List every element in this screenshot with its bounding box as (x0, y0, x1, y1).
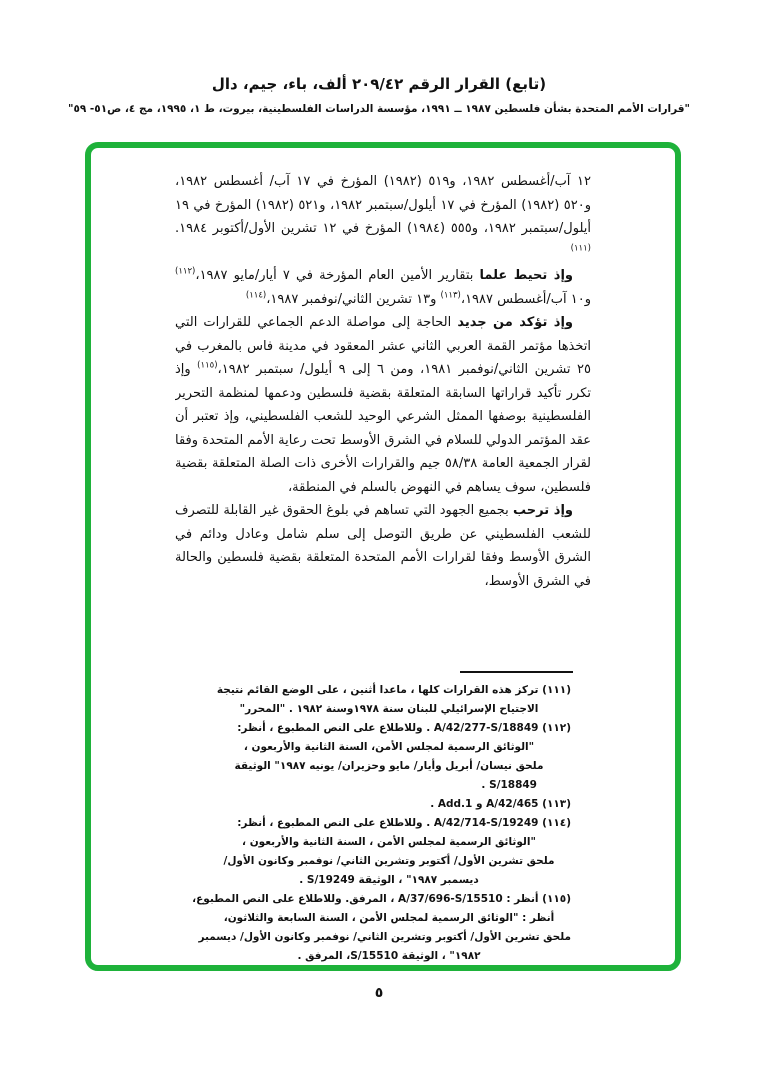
body-paragraph (175, 170, 591, 264)
footnote-line: (١١٥) أنظر : A/37/696-S/15510 ، المرفق. وللاطلاع على النص المطبوع، (192, 893, 571, 905)
body-paragraphs (175, 170, 591, 667)
paragraph-text: وإذ تكرر تأكيد قراراتها السابقة المتعلقة بقضية فلسطين ودعمها لمنظمة التحرير الفلسطينية بوصفها الممثل الشرعي الوحيد للشعب الفلسطيني، وإذ تعتبر أن عقد المؤتمر الدولي للسلام في الشرق الأوسط تحت رعاية الأمم المتحدة وفقا لقرار الجمعية العامة ٥٨/٣٨ جيم والقرارات الأخرى ذات الصلة المتعلقة بقضية فلسطين، سوف يساهم في النهوض بالسلم في المنطقة، (175, 362, 591, 495)
footnote (207, 681, 571, 719)
footnote (207, 795, 571, 814)
footnote-line: ملحق تشرين الأول/ أكتوبر وتشرين الثاني/ نوفمبر وكانون الأول/ (223, 855, 555, 867)
footnote-line: "الوثائق الرسمية لمجلس الأمن، السنة الثانية والأربعون ، (243, 741, 535, 753)
body-paragraph (175, 499, 591, 593)
page-number: ٥ (374, 985, 384, 1001)
footnote-ref: (١١١) (570, 243, 591, 254)
footnote-line: الاجتياح الإسرائيلي للبنان سنة ١٩٧٨وسنة ١٩٨٢ . "المحرر" (239, 703, 539, 715)
footnote-line: S/18849 . (481, 779, 537, 791)
paragraph-text: بتقارير الأمين العام المؤرخة في ٧ أيار/مايو ١٩٨٧، (195, 268, 480, 283)
paragraph-text: و١٣ تشرين الثاني/نوفمبر ١٩٨٧، (266, 291, 441, 307)
paragraph-lead: وإذ ترحب (513, 503, 573, 518)
paragraph-text: ١٢ آب/أغسطس ١٩٨٢، و٥١٩ (١٩٨٢) المؤرخ في ١٧ آب/ أغسطس ١٩٨٢، و٥٢٠ (١٩٨٢) المؤرخ في ١٧ أيلول/سبتمبر ١٩٨٢، و٥٢١ (١٩٨٢) المؤرخ في ١٩ أيلول/سبتمبر ١٩٨٢، و٥٥٥ (١٩٨٤) المؤرخ في ١٢ تشرين الأول/أكتوبر ١٩٨٤. (175, 174, 591, 236)
footnote-line: ديسمبر ١٩٨٧" ، الوثيقة S/19249 . (299, 874, 479, 886)
footnotes-separator (460, 671, 573, 673)
footnote-line: (١١١) تركز هذه القرارات كلها ، ماعدا أثنين ، على الوضع القائم نتيجة (216, 684, 571, 696)
footnote-line: ملحق تشرين الأول/ أكتوبر وتشرين الثاني/ نوفمبر وكانون الأول/ ديسمبر (198, 931, 571, 943)
footnote-ref: (١١٤) (245, 290, 267, 301)
paragraph-text: و١٠ آب/أغسطس ١٩٨٧، (460, 291, 591, 307)
paragraph-text: بجميع الجهود التي تساهم في بلوغ الحقوق غير القابلة للتصرف للشعب الفلسطيني عن طريق التوصل إلى سلم شامل وعادل ودائم في الشرق الأوسط وفقا لقرارات الأمم المتحدة المتعلقة بقضية فلسطين والحالة في الشرق الأوسط، (175, 503, 591, 589)
body-paragraph (175, 311, 591, 499)
footnote-line: (١١٤) A/42/714-S/19249 . وللاطلاع على النص المطبوع ، أنظر: (237, 817, 571, 829)
footnote-ref: (١١٥) (197, 360, 218, 371)
footnote (192, 890, 571, 966)
footnote-line: أنظر : "الوثائق الرسمية لمجلس الأمن ، السنة السابعة والثلاثون، (223, 912, 555, 924)
footnote (207, 814, 571, 890)
footnotes-list (192, 681, 571, 966)
footnote (207, 719, 571, 795)
footnote-line: (١١٢) A/42/277-S/18849 . وللاطلاع على النص المطبوع ، أنظر: (237, 722, 571, 734)
footnote-line: "الوثائق الرسمية لمجلس الأمن ، السنة الثانية والأربعون ، (242, 836, 536, 848)
footnote-ref: (١١٣) (440, 290, 461, 301)
footnote-line: ١٩٨٢" ، الوثيقة S/15510، المرفق . (297, 950, 481, 962)
source-citation: "قرارات الأمم المتحدة بشأن فلسطين ١٩٨٧ ــ ١٩٩١، مؤسسة الدراسات الفلسطينية، بيروت، ط ١، ١٩٩٥، مج ٤، ص٥١- ٥٩" (67, 103, 691, 115)
footnote-ref: (١١٢) (175, 266, 196, 277)
footnote-line: ملحق نيسان/ أبريل وأيار/ مايو وحزيران/ يونيه ١٩٨٧" الوثيقة (234, 760, 544, 772)
paragraph-text: الحاجة إلى مواصلة الدعم الجماعي للقرارات التي اتخذها مؤتمر القمة العربي الثاني عشر المعقود في مدينة فاس بالمغرب في ٢٥ تشرين الثاني/نوفمبر ١٩٨١، ومن ٦ إلى ٩ أيلول/ سبتمبر ١٩٨٢، (175, 315, 591, 377)
paragraph-lead: وإذ تحيط علما (479, 268, 573, 283)
footnote-line: (١١٣) A/42/465 و Add.1 . (430, 798, 571, 810)
resolution-title: (تابع) القرار الرقم ٢٠٩/٤٢ ألف، باء، جيم، دال (211, 75, 547, 93)
paragraph-lead: وإذ تؤكد من جديد (457, 315, 574, 330)
body-paragraph (175, 264, 591, 311)
content-frame (85, 142, 681, 971)
